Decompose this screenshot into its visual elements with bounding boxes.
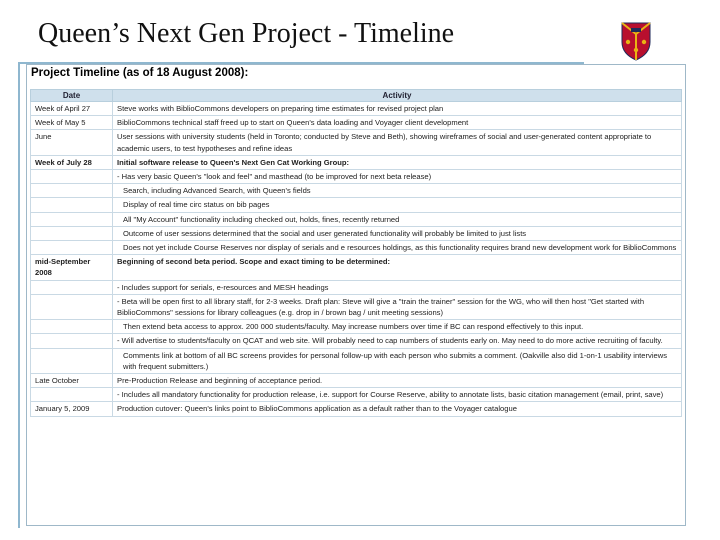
timeline-activity-cell: Does not yet include Course Reserves nor display of serials and e resources holdings, as this functionality requires brand new development work for BiblioCommons	[113, 241, 682, 255]
timeline-activity-cell: Comments link at bottom of all BC screens provides for personal follow-up with each person who submits a comment. (Oakville also did 1-on-1 usability interviews with frequent submitters.)	[113, 348, 682, 373]
timeline-date-cell	[31, 184, 113, 198]
timeline-activity-cell: - Beta will be open first to all library staff, for 2-3 weeks. Draft plan: Steve will give a "train the trainer" session for the WG, who will then host "Get started with BiblioCommons" sessions for library colleagues (e.g. drop in / brown bag / unit meeting sessions)	[113, 294, 682, 319]
timeline-activity-cell: - Includes all mandatory functionality for production release, i.e. support for Course Reserve, ability to annotate lists, basic citation management (email, print, save)	[113, 388, 682, 402]
timeline-activity-cell: User sessions with university students (held in Toronto; conducted by Steve and Beth), showing wireframes of social and user-generated content appropriate to academic users, to test hypotheses and refine ideas	[113, 130, 682, 155]
timeline-date-cell: mid-September 2008	[31, 255, 113, 280]
timeline-activity-cell: - Includes support for serials, e-resources and MESH headings	[113, 280, 682, 294]
timeline-date-cell: Week of April 27	[31, 102, 113, 116]
timeline-date-cell: June	[31, 130, 113, 155]
timeline-row	[31, 116, 682, 130]
timeline-activity-cell: BiblioCommons technical staff freed up to start on Queen's data loading and Voyager client development	[113, 116, 682, 130]
slide-title: Queen’s Next Gen Project - Timeline	[38, 18, 455, 49]
timeline-screenshot-panel	[26, 64, 686, 526]
timeline-activity-cell: Steve works with BiblioCommons developers on preparing time estimates for revised project plan	[113, 102, 682, 116]
timeline-date-cell	[31, 280, 113, 294]
timeline-row	[31, 130, 682, 155]
timeline-row	[31, 294, 682, 319]
timeline-row	[31, 255, 682, 280]
timeline-date-cell: Late October	[31, 374, 113, 388]
timeline-table	[30, 89, 682, 417]
column-header-date: Date	[31, 90, 113, 102]
timeline-date-cell	[31, 226, 113, 240]
timeline-activity-cell: - Has very basic Queen's "look and feel" and masthead (to be improved for next beta release)	[113, 170, 682, 184]
timeline-date-cell	[31, 170, 113, 184]
timeline-row	[31, 348, 682, 373]
timeline-date-cell: January 5, 2009	[31, 402, 113, 416]
timeline-row	[31, 155, 682, 169]
timeline-date-cell: Week of July 28	[31, 155, 113, 169]
timeline-date-cell	[31, 241, 113, 255]
timeline-header-row	[31, 90, 682, 102]
timeline-activity-cell: Then extend beta access to approx. 200 000 students/faculty. May increase numbers over time if BC can respond effectively to this input.	[113, 320, 682, 334]
timeline-activity-cell: Search, including Advanced Search, with Queen's fields	[113, 184, 682, 198]
timeline-activity-cell: - Will advertise to students/faculty on QCAT and web site. Will probably need to cap numbers of students early on. May need to do more active recruiting of faculty.	[113, 334, 682, 348]
timeline-row	[31, 198, 682, 212]
timeline-activity-cell: Pre-Production Release and beginning of acceptance period.	[113, 374, 682, 388]
timeline-activity-cell: Initial software release to Queen's Next Gen Cat Working Group:	[113, 155, 682, 169]
decorative-rule-vertical	[18, 62, 20, 528]
timeline-row	[31, 212, 682, 226]
timeline-date-cell: Week of May 5	[31, 116, 113, 130]
timeline-row	[31, 280, 682, 294]
timeline-row	[31, 184, 682, 198]
timeline-activity-cell: All "My Account" functionality including checked out, holds, fines, recently returned	[113, 212, 682, 226]
timeline-date-cell	[31, 334, 113, 348]
timeline-row	[31, 388, 682, 402]
timeline-row	[31, 226, 682, 240]
timeline-date-cell	[31, 294, 113, 319]
timeline-date-cell	[31, 388, 113, 402]
timeline-activity-cell: Display of real time circ status on bib pages	[113, 198, 682, 212]
timeline-date-cell	[31, 348, 113, 373]
timeline-row	[31, 320, 682, 334]
timeline-row	[31, 102, 682, 116]
timeline-date-cell	[31, 198, 113, 212]
timeline-activity-cell: Production cutover: Queen's links point to BiblioCommons application as a default rather than to the Voyager catalogue	[113, 402, 682, 416]
timeline-row	[31, 170, 682, 184]
timeline-date-cell	[31, 212, 113, 226]
timeline-heading: Project Timeline (as of 18 August 2008):	[31, 67, 249, 79]
timeline-activity-cell: Outcome of user sessions determined that the social and user generated functionality will probably be limited to just lists	[113, 226, 682, 240]
timeline-row	[31, 334, 682, 348]
timeline-row	[31, 241, 682, 255]
timeline-activity-cell: Beginning of second beta period. Scope and exact timing to be determined:	[113, 255, 682, 280]
timeline-date-cell	[31, 320, 113, 334]
column-header-activity: Activity	[113, 90, 682, 102]
timeline-row	[31, 402, 682, 416]
timeline-row	[31, 374, 682, 388]
